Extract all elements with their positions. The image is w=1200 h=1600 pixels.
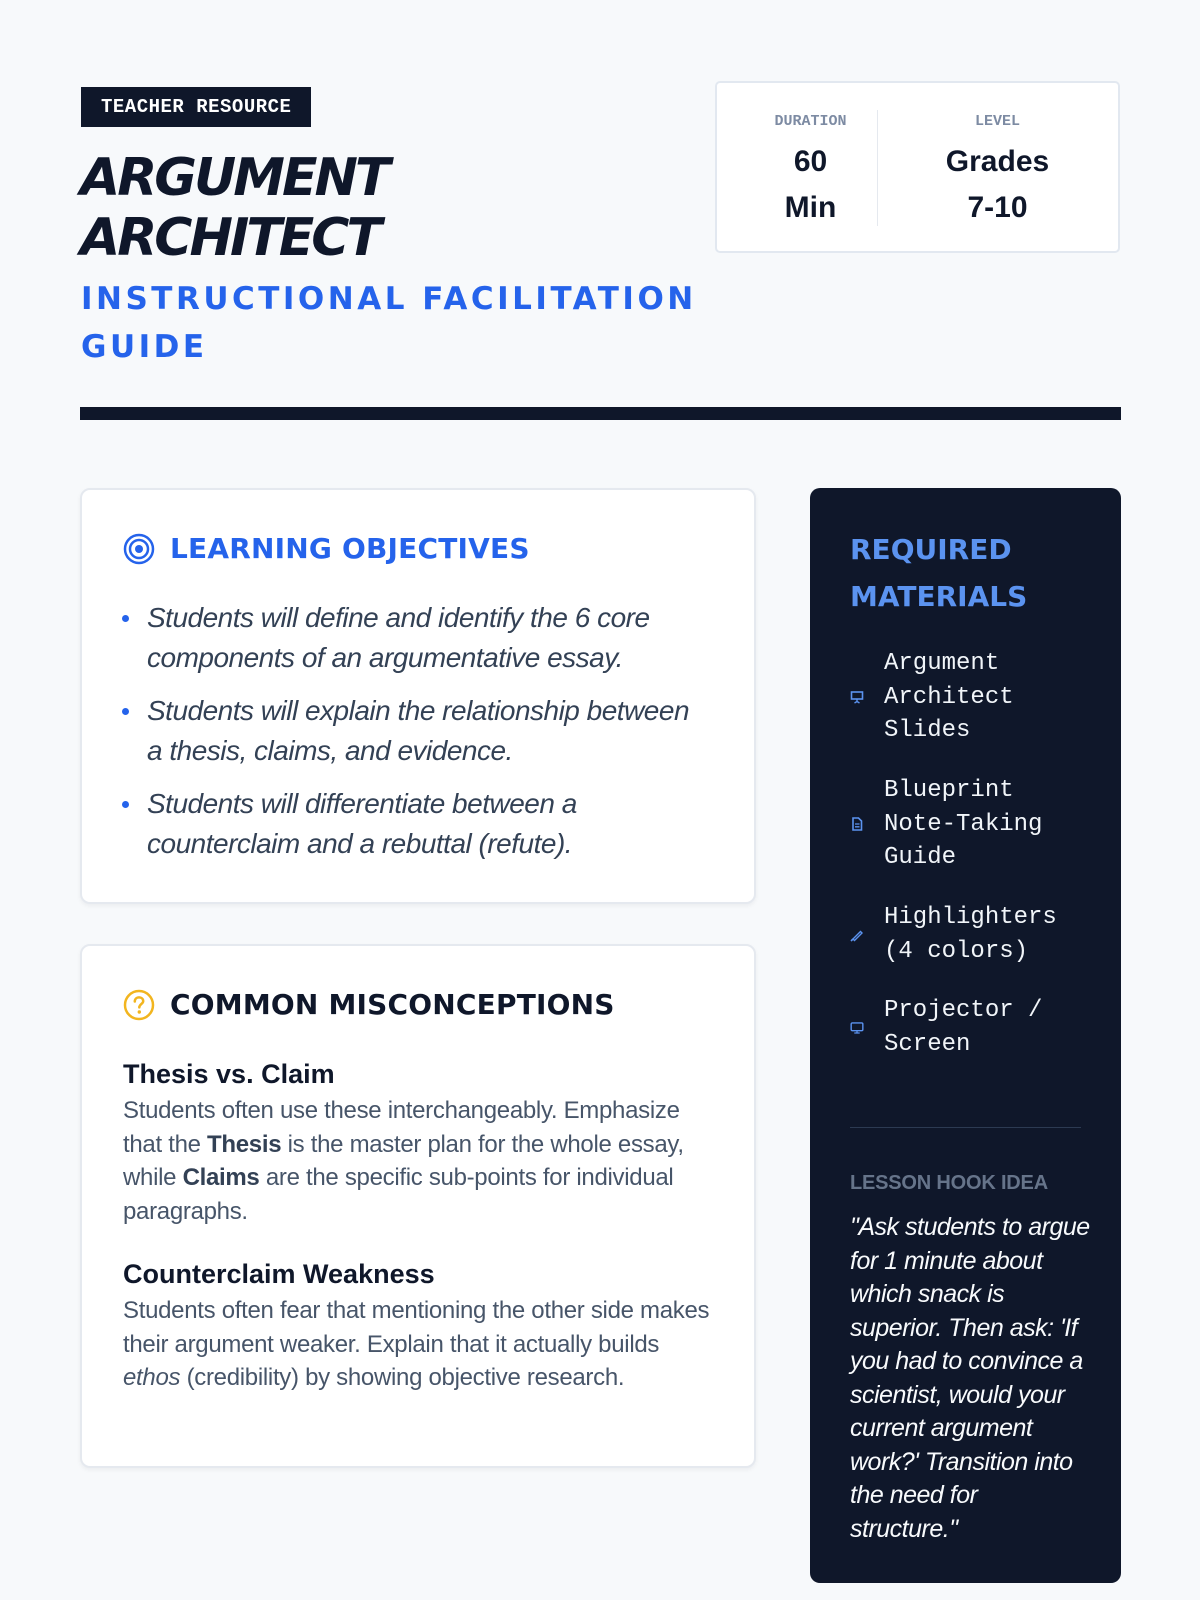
material-item: [850, 774, 1042, 875]
level-word: Grades: [945, 145, 1050, 178]
page-subtitle: INSTRUCTIONAL FACILITATION GUIDE: [81, 281, 697, 365]
misconception-heading: Counterclaim Weakness: [123, 1259, 435, 1289]
header-rule: [80, 407, 1121, 420]
objective-item: Students will define and identify the 6 core components of an argumentative essay.: [122, 598, 692, 678]
material-label: Highlighters (4 colors): [884, 904, 1057, 965]
title-line-1: ARGUMENT: [80, 148, 388, 208]
level-value: [904, 139, 1091, 231]
document-icon: [851, 817, 863, 831]
objective-item: Students will differentiate between a counterclaim and a rebuttal (refute).: [122, 784, 692, 864]
misconceptions-card: [80, 944, 756, 1468]
misconception-text: Students often fear that mentioning the other side makes their argument weaker. Explain that it actually builds ethos (credibility) by showing objective research.: [123, 1297, 710, 1391]
level-range: 7-10: [967, 191, 1028, 224]
misconception-item: [123, 1256, 713, 1395]
material-item: [850, 994, 1042, 1061]
materials-divider: [850, 1127, 1081, 1128]
duration-unit: Min: [784, 191, 837, 224]
duration-label: DURATION: [774, 113, 847, 130]
objectives-header: [123, 532, 530, 565]
duration-number: 60: [793, 145, 828, 178]
misconception-heading: Thesis vs. Claim: [123, 1059, 335, 1089]
level-stat: [904, 83, 1091, 251]
hook-text: "Ask students to argue for 1 minute about which snack is superior. Then ask: 'If you had to convince a scientist, would your current argument work?' Transition into the need for structure.": [850, 1213, 1090, 1543]
materials-title: REQUIRED MATERIALS: [850, 533, 1028, 613]
hook-label: LESSON HOOK IDEA: [850, 1172, 1048, 1194]
objectives-list: [122, 598, 692, 877]
material-label: Argument Architect Slides: [884, 650, 1014, 744]
target-icon: [123, 533, 155, 565]
material-item: [850, 647, 1014, 748]
stats-divider: [877, 110, 878, 226]
misconceptions-title: COMMON MISCONCEPTIONS: [170, 988, 615, 1021]
objectives-title: LEARNING OBJECTIVES: [170, 532, 530, 565]
level-label: LEVEL: [974, 113, 1020, 130]
presentation-icon: [850, 690, 864, 704]
material-label: Blueprint Note-Taking Guide: [884, 777, 1043, 871]
misconception-item: [123, 1056, 713, 1228]
resource-badge: TEACHER RESOURCE: [81, 87, 311, 127]
highlighter-icon: [850, 928, 864, 942]
required-materials-panel: [810, 488, 1121, 1583]
misconception-text: Students often use these interchangeably. Emphasize that the Thesis is the master plan for the whole essay, while Claims are the specific sub-points for individual paragraphs.: [123, 1097, 684, 1225]
duration-stat: [717, 83, 904, 251]
learning-objectives-card: [80, 488, 756, 904]
monitor-icon: [850, 1020, 864, 1036]
duration-value: [717, 139, 904, 231]
page-title: [80, 148, 387, 268]
objective-item: Students will explain the relationship between a thesis, claims, and evidence.: [122, 691, 692, 771]
title-line-2: ARCHITECT: [80, 208, 379, 268]
misconceptions-header: [123, 988, 615, 1021]
question-circle-icon: [123, 989, 155, 1021]
material-item: [850, 901, 1057, 968]
material-label: Projector / Screen: [884, 997, 1043, 1058]
lesson-stats-card: [715, 81, 1120, 253]
